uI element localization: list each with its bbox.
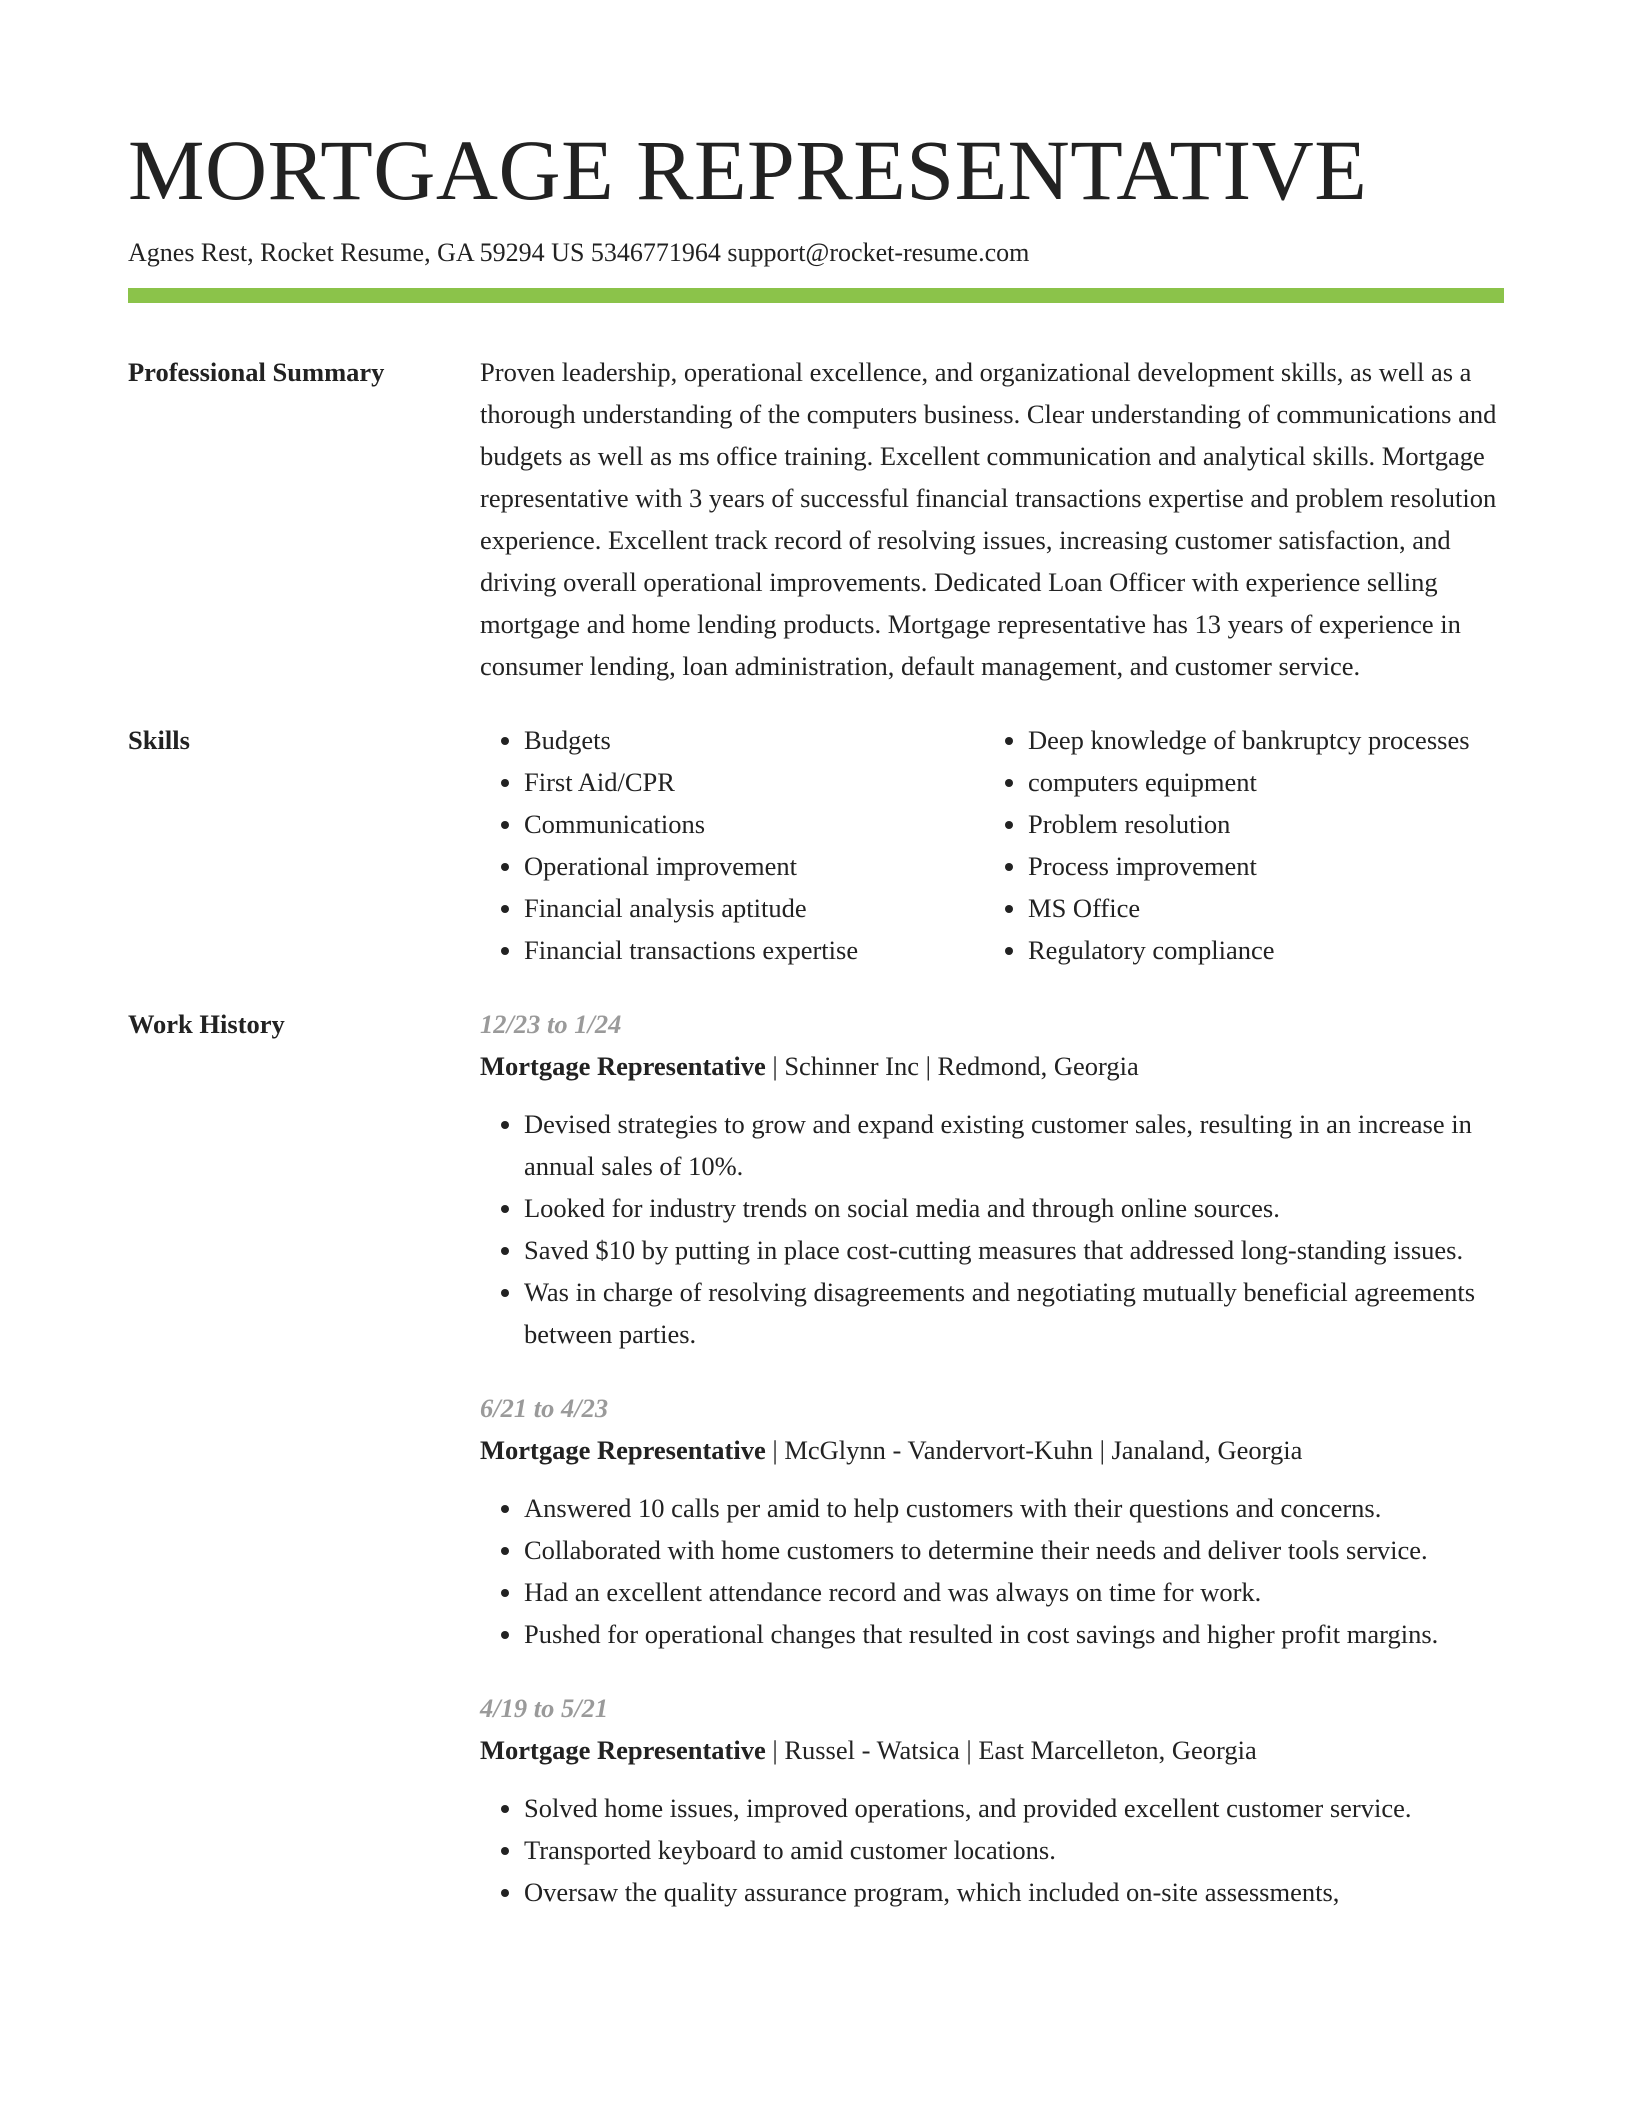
skill-item: • Process improvement <box>1028 845 1488 887</box>
skills-list-left <box>480 719 984 971</box>
job-bullet: • Transported keyboard to amid customer locations. <box>524 1829 1504 1871</box>
skills-columns <box>480 719 1504 971</box>
summary-text: Proven leadership, operational excellence, and organizational development skills, as well as a thorough understanding of the computers business. Clear understanding of communications and budgets as well as ms office training. Excellent communication and analytical skills. Mortgage representative with 3 years of successful financial transactions expertise and problem resolution experience. Excellent track record of resolving issues, increasing customer satisfaction, and driving overall operational improvements. Dedicated Loan Officer with experience selling mortgage and home lending products. Mortgage representative has 13 years of experience in consumer lending, loan administration, default management, and customer service. <box>480 357 1497 681</box>
job-bullet: • Pushed for operational changes that resulted in cost savings and higher profit margins. <box>524 1613 1504 1655</box>
skill-item: • Budgets <box>524 719 984 761</box>
job-bullet: • Oversaw the quality assurance program, which included on-site assessments, <box>524 1871 1504 1913</box>
job-bullet: • Looked for industry trends on social media and through online sources. <box>524 1187 1504 1229</box>
work-history-section <box>128 1003 1504 1945</box>
job-bullets <box>480 1103 1504 1355</box>
skills-column-right <box>984 719 1488 971</box>
job-dates: 6/21 to 4/23 <box>480 1393 609 1423</box>
summary-heading: Professional Summary <box>128 357 385 387</box>
job-entry <box>480 1003 1504 1355</box>
job-heading <box>480 1429 1504 1471</box>
job-details: | Russel - Watsica | East Marcelleton, Georgia <box>765 1735 1257 1765</box>
job-bullet: • Devised strategies to grow and expand existing customer sales, resulting in an increase in annual sales of 10%. <box>524 1103 1504 1187</box>
job-title: Mortgage Representative <box>480 1051 766 1081</box>
skill-item: • First Aid/CPR <box>524 761 984 803</box>
job-details: | Schinner Inc | Redmond, Georgia <box>765 1051 1139 1081</box>
job-bullets <box>480 1487 1504 1655</box>
resume-title: MORTGAGE REPRESENTATIVE <box>128 122 1368 218</box>
skill-item: • Communications <box>524 803 984 845</box>
job-heading <box>480 1729 1504 1771</box>
job-entry <box>480 1387 1504 1655</box>
job-title: Mortgage Representative <box>480 1735 766 1765</box>
skills-heading: Skills <box>128 725 190 755</box>
job-dates: 12/23 to 1/24 <box>480 1009 622 1039</box>
job-dates: 4/19 to 5/21 <box>480 1693 609 1723</box>
skill-item: • Regulatory compliance <box>1028 929 1488 971</box>
skill-item: • Problem resolution <box>1028 803 1488 845</box>
job-bullet: • Collaborated with home customers to determine their needs and deliver tools service. <box>524 1529 1504 1571</box>
job-bullets <box>480 1787 1504 1913</box>
skills-list-right <box>984 719 1488 971</box>
job-bullet: • Solved home issues, improved operations, and provided excellent customer service. <box>524 1787 1504 1829</box>
header-divider <box>128 288 1504 303</box>
skill-item: • Financial analysis aptitude <box>524 887 984 929</box>
contact-line: Agnes Rest, Rocket Resume, GA 59294 US 5346771964 support@rocket-resume.com <box>128 238 1030 267</box>
job-title: Mortgage Representative <box>480 1435 766 1465</box>
job-bullet: • Had an excellent attendance record and was always on time for work. <box>524 1571 1504 1613</box>
job-bullet: • Saved $10 by putting in place cost-cutting measures that addressed long-standing issues. <box>524 1229 1504 1271</box>
job-bullet: • Answered 10 calls per amid to help customers with their questions and concerns. <box>524 1487 1504 1529</box>
skill-item: • Financial transactions expertise <box>524 929 984 971</box>
summary-section <box>128 351 1504 687</box>
job-heading <box>480 1045 1504 1087</box>
job-bullet: • Was in charge of resolving disagreements and negotiating mutually beneficial agreements between parties. <box>524 1271 1504 1355</box>
job-details: | McGlynn - Vandervort-Kuhn | Janaland, Georgia <box>765 1435 1303 1465</box>
skill-item: • MS Office <box>1028 887 1488 929</box>
job-entry <box>480 1687 1504 1913</box>
skill-item: • computers equipment <box>1028 761 1488 803</box>
work-history-entries <box>480 1003 1504 1945</box>
skill-item: • Deep knowledge of bankruptcy processes <box>1028 719 1488 761</box>
skills-column-left <box>480 719 984 971</box>
skills-section <box>128 719 1504 971</box>
resume-page <box>128 0 1504 1945</box>
work-history-heading: Work History <box>128 1009 285 1039</box>
skill-item: • Operational improvement <box>524 845 984 887</box>
